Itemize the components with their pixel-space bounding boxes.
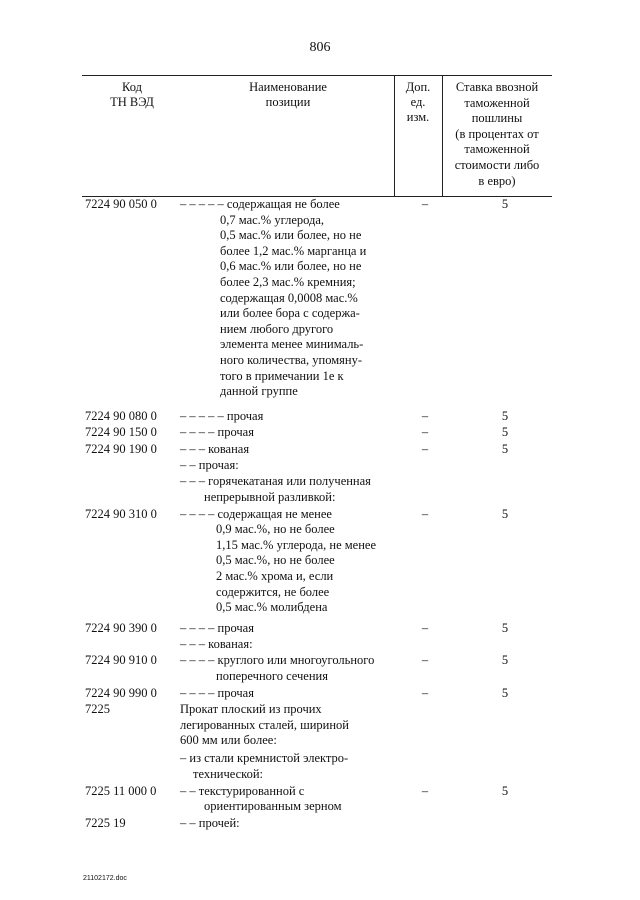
row-name [180,442,400,458]
row-code: 7225 [85,702,110,717]
row-name-line: 0,6 мас.% или более, но не [220,259,362,274]
row-name-line: 0,5 мас.% молибдена [216,600,328,615]
row-name-line: 0,5 мас.% или более, но не [220,228,362,243]
row-name-line: 600 мм или более: [180,733,277,748]
row-code: 7225 19 [85,816,126,831]
row-name-line: Прокат плоский из прочих [180,702,322,717]
row-name-line: – – – – – содержащая не более [180,197,340,211]
row-unit: – [421,408,429,423]
row-unit: – [421,686,429,700]
header-code: Код ТН ВЭД [110,80,154,109]
row-name-line: или более бора с содержа- [220,306,360,321]
row-name [180,637,400,653]
row-name [180,197,400,400]
row-rate: 5 [501,425,509,440]
row-name [180,409,400,425]
row-name-line: ориентированным зерном [204,799,342,814]
page-number: 806 [309,40,331,55]
row-code: 7224 90 150 0 [85,425,157,440]
row-name [180,458,400,474]
row-unit: – [421,425,429,440]
row-name-line: нием любого другого [220,321,334,336]
row-name-line: данной группе [220,384,298,399]
row-name-line: – – – – прочая [180,620,254,635]
table-header [82,75,552,197]
row-name-line: более 1,2 мас.% марганца и [220,243,367,258]
row-name-line: содержащая 0,0008 мас.% [220,290,358,305]
row-code: 7224 90 310 0 [85,506,157,521]
row-name-line: элемента менее минималь- [220,337,364,352]
row-name-line: – – – – прочая [180,686,254,700]
row-unit: – [421,506,429,521]
row-name-line: технической: [193,766,264,781]
row-name [180,686,400,702]
row-name-line: – из стали кремнистой электро- [180,751,349,766]
row-name [180,425,400,441]
row-name-line: поперечного сечения [216,668,328,683]
row-name-line: 0,7 мас.% углерода, [220,212,325,227]
row-rate: 5 [501,408,509,423]
row-code: 7224 90 990 0 [85,686,157,700]
row-rate: 5 [501,686,509,700]
row-name-line: 2 мас.% хрома и, если [216,569,334,584]
row-rate: 5 [501,620,509,635]
row-name-line: ного количества, упомяну- [220,352,362,367]
row-code: 7224 90 910 0 [85,653,157,668]
row-name [180,621,400,637]
row-name-line: содержится, не более [216,584,330,599]
row-name-line: – – – горячекатаная или полученная [180,474,371,489]
footer-filename: 21102172.doc [83,875,127,882]
header-name: Наименование позиции [249,80,327,109]
row-name-line: непрерывной разливкой: [204,489,336,504]
row-name [180,816,400,832]
row-name-line: 1,15 мас.% углерода, не менее [216,537,377,552]
row-name-line: того в примечании 1е к [220,368,344,383]
row-name-line: – – прочая: [180,457,239,472]
row-name [180,474,400,505]
row-rate: 5 [501,441,509,456]
row-name-line: 0,9 мас.%, но не более [216,522,335,537]
row-name [180,702,400,749]
row-unit: – [421,441,429,456]
row-name [180,751,400,782]
row-code: 7224 90 050 0 [85,197,157,211]
row-code: 7225 11 000 0 [85,783,157,798]
row-unit: – [421,197,429,211]
row-name-line: 0,5 мас.%, но не более [216,553,335,568]
row-name [180,653,400,684]
row-name-line: легированных сталей, шириной [180,717,349,732]
row-name-line: – – – кованая [180,441,250,456]
row-rate: 5 [501,197,509,211]
header-rate: Ставка ввозной таможенной пошлины (в процентах от таможенной стоимости либо в евро) [454,80,540,188]
row-name-line: – – – – содержащая не менее [180,506,332,521]
row-name-line: – – – – – прочая [180,408,264,423]
row-name-line: – – прочей: [180,816,240,831]
row-rate: 5 [501,783,509,798]
row-code: 7224 90 080 0 [85,408,157,423]
row-name-line: – – – – круглого или многоугольного [180,653,375,668]
row-name-line: – – – кованая: [180,637,253,652]
row-unit: – [421,653,429,668]
row-rate: 5 [501,653,509,668]
row-name-line: – – – – прочая [180,425,254,440]
row-unit: – [421,783,429,798]
row-name [180,784,400,815]
row-name [180,507,400,616]
row-code: 7224 90 190 0 [85,441,157,456]
row-name-line: – – текстурированной с [180,783,305,798]
row-name-line: более 2,3 мас.% кремния; [220,274,356,289]
row-unit: – [421,620,429,635]
row-rate: 5 [501,506,509,521]
row-code: 7224 90 390 0 [85,620,157,635]
header-unit: Доп. ед. изм. [405,80,431,124]
